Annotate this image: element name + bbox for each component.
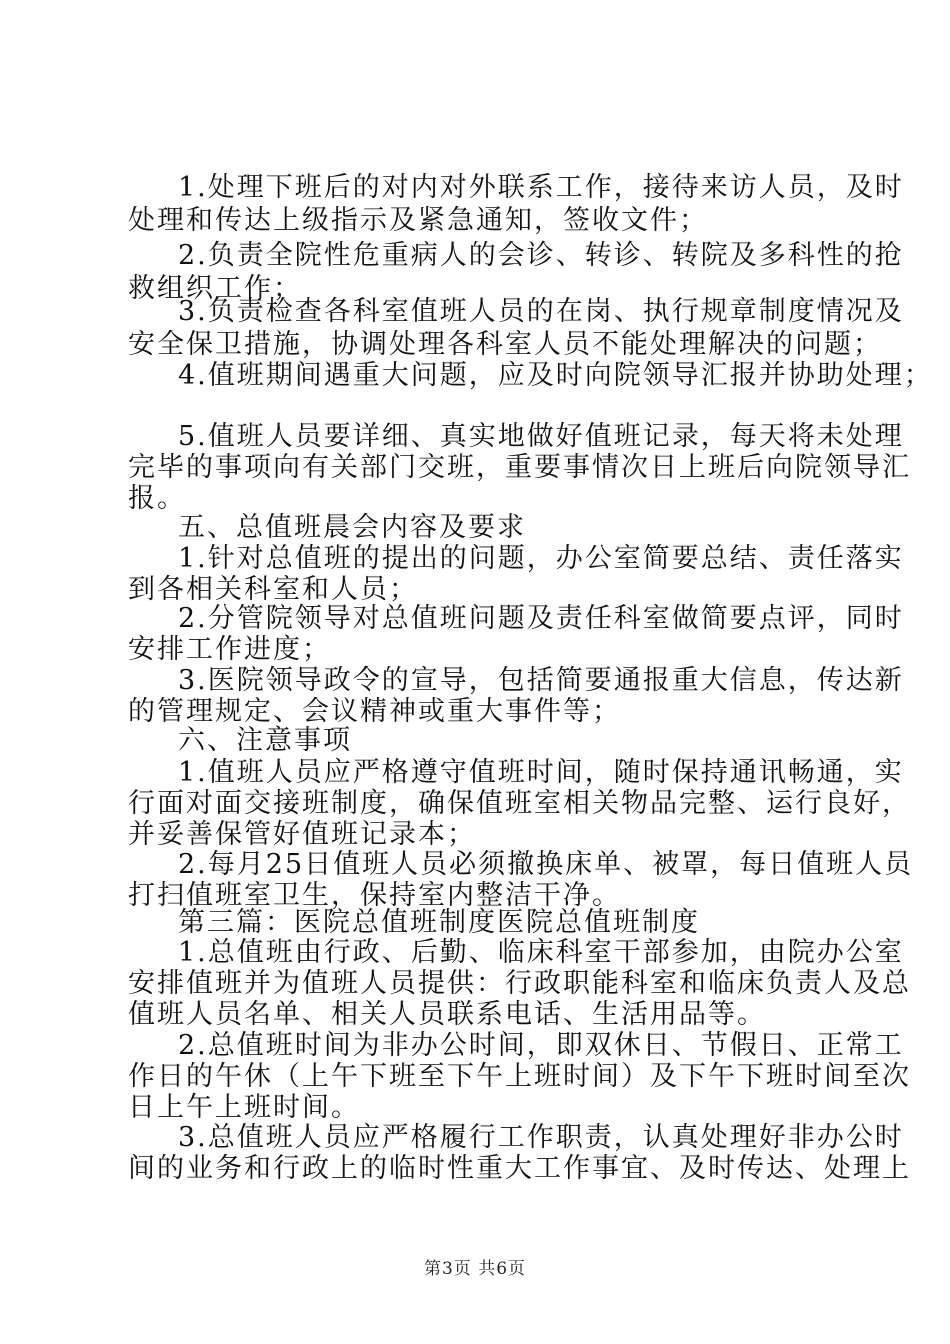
text-line: 1.值班人员应严格遵守值班时间，随时保持通讯畅通，实 [178,757,904,788]
text-line: 3.负责检查各科室值班人员的在岗、执行规章制度情况及 [178,296,904,327]
text-line: 安全保卫措施，协调处理各科室人员不能处理解决的问题； [128,329,882,360]
text-line: 间的业务和行政上的临时性重大工作事宜、及时传达、处理上 [128,1153,911,1184]
text-line: 3.总值班人员应严格履行工作职责，认真处理好非办公时 [178,1122,904,1153]
text-line: 2.分管院领导对总值班问题及责任科室做简要点评，同时 [178,603,904,634]
text-line: 5.值班人员要详细、真实地做好值班记录，每天将未处理 [178,421,904,452]
text-line: 安排值班并为值班人员提供：行政职能科室和临床负责人及总 [128,968,911,999]
text-line: 打扫值班室卫生，保持室内整洁干净。 [128,880,621,911]
text-line: 1.总值班由行政、后勤、临床科室干部参加，由院办公室 [178,937,904,968]
text-line: 2.总值班时间为非办公时间，即双休日、节假日、正常工 [178,1030,904,1061]
text-line: 报。 [128,483,186,514]
text-line: 1.处理下班后的对内对外联系工作，接待来访人员，及时 [178,172,904,203]
text-line: 3.医院领导政令的宣导，包括简要通报重大信息，传达新 [178,665,904,696]
text-line: 的管理规定、会议精神或重大事件等； [128,696,621,727]
text-line: 安排工作进度； [128,634,331,665]
text-line: 行面对面交接班制度，确保值班室相关物品完整、运行良好， [128,788,911,819]
text-line: 救组织工作； [128,273,302,304]
page-footer: 第3页 共6页 [423,1259,527,1279]
section-heading: 五、总值班晨会内容及要求 [178,512,526,543]
text-line: 值班人员名单、相关人员联系电话、生活用品等。 [128,999,766,1030]
text-line: 4.值班期间遇重大问题，应及时向院领导汇报并协助处理； [178,360,933,391]
text-line: 作日的午休（上午下班至下午上班时间）及下午下班时间至次 [128,1061,911,1092]
section-heading: 第三篇：医院总值班制度医院总值班制度 [178,907,700,938]
text-line: 1.针对总值班的提出的问题，办公室简要总结、责任落实 [178,543,904,574]
text-line: 2.负责全院性危重病人的会诊、转诊、转院及多科性的抢 [178,240,904,271]
text-line: 处理和传达上级指示及紧急通知，签收文件； [128,205,708,236]
text-line: 完毕的事项向有关部门交班，重要事情次日上班后向院领导汇 [128,452,911,483]
text-line: 并妥善保管好值班记录本； [128,819,476,850]
text-line: 到各相关科室和人员； [128,574,418,605]
text-line: 日上午上班时间。 [128,1092,360,1123]
section-heading: 六、注意事项 [178,725,352,756]
text-line: 2.每月25日值班人员必须撤换床单、被罩，每日值班人员 [178,849,914,880]
